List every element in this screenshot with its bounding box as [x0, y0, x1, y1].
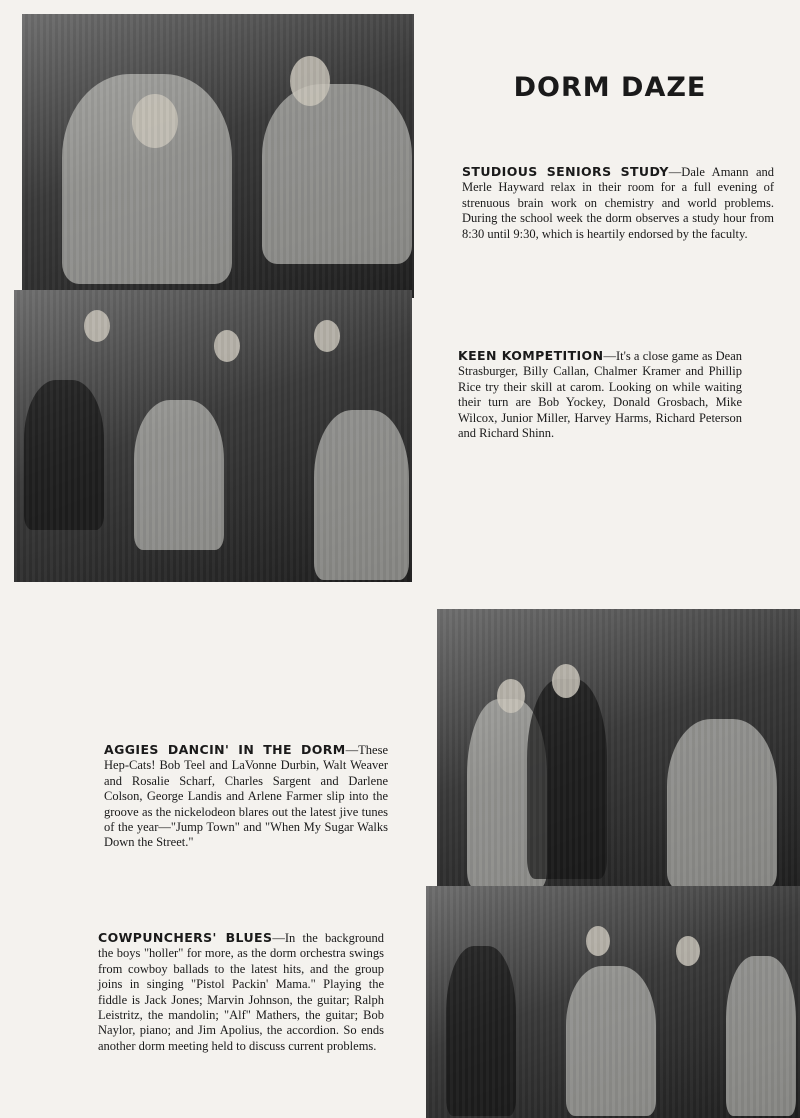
caption-text: —In the background the boys "holler" for more, as the dorm orchestra swings from cowboy ballads to the latest hits, and the group joins in singing "Pistol Packin' Mama." Playing the fiddle is Jack Jones; Marvin Johnson, the guitar; Ralph Leistritz, the mandolin; "Alf" Mathers, the guitar; Bob Naylor, piano; and Jim Apolius, the accordion. So ends another dorm meeting held to discuss current problems. [98, 931, 384, 1053]
photo-carom-game [14, 290, 412, 582]
caption-text: —These Hep-Cats! Bob Teel and LaVonne Durbin, Walt Weaver and Rosalie Scharf, Charles Sargent and Darlene Colson, George Landis and Arlene Farmer slip into the groove as the nickelodeon blares out the latest jive tunes of the year—"Jump Town" and "When My Sugar Walks Down the Street." [104, 743, 388, 850]
caption-text: —Dale Amann and Merle Hayward relax in their room for a full evening of strenuous brain work on chemistry and world problems. During the school week the dorm observes a study hour from 8:30 until 9:30, which is heartily endorsed by the faculty. [462, 165, 774, 241]
caption-studious-seniors [462, 164, 774, 242]
photo-seniors-studying [22, 14, 414, 298]
caption-text: —It's a close game as Dean Strasburger, Billy Callan, Chalmer Kramer and Phillip Rice try their skill at carom. Looking on while waiting their turn are Bob Yockey, Donald Grosbach, Mike Wilcox, Junior Miller, Harvey Harms, Richard Peterson and Richard Shinn. [458, 349, 743, 441]
caption-keen-kompetition [458, 348, 742, 441]
photo-dorm-orchestra [426, 886, 800, 1118]
caption-heading: KEEN KOMPETITION [458, 348, 604, 363]
caption-heading: COWPUNCHERS' BLUES [98, 930, 273, 945]
caption-cowpunchers-blues [98, 930, 384, 1054]
caption-heading: STUDIOUS SENIORS STUDY [462, 164, 669, 179]
photo-dorm-dance [437, 609, 800, 892]
page-title: DORM DAZE [513, 72, 707, 103]
caption-aggies-dancin [104, 742, 388, 851]
caption-heading: AGGIES DANCIN' IN THE DORM [104, 742, 346, 757]
